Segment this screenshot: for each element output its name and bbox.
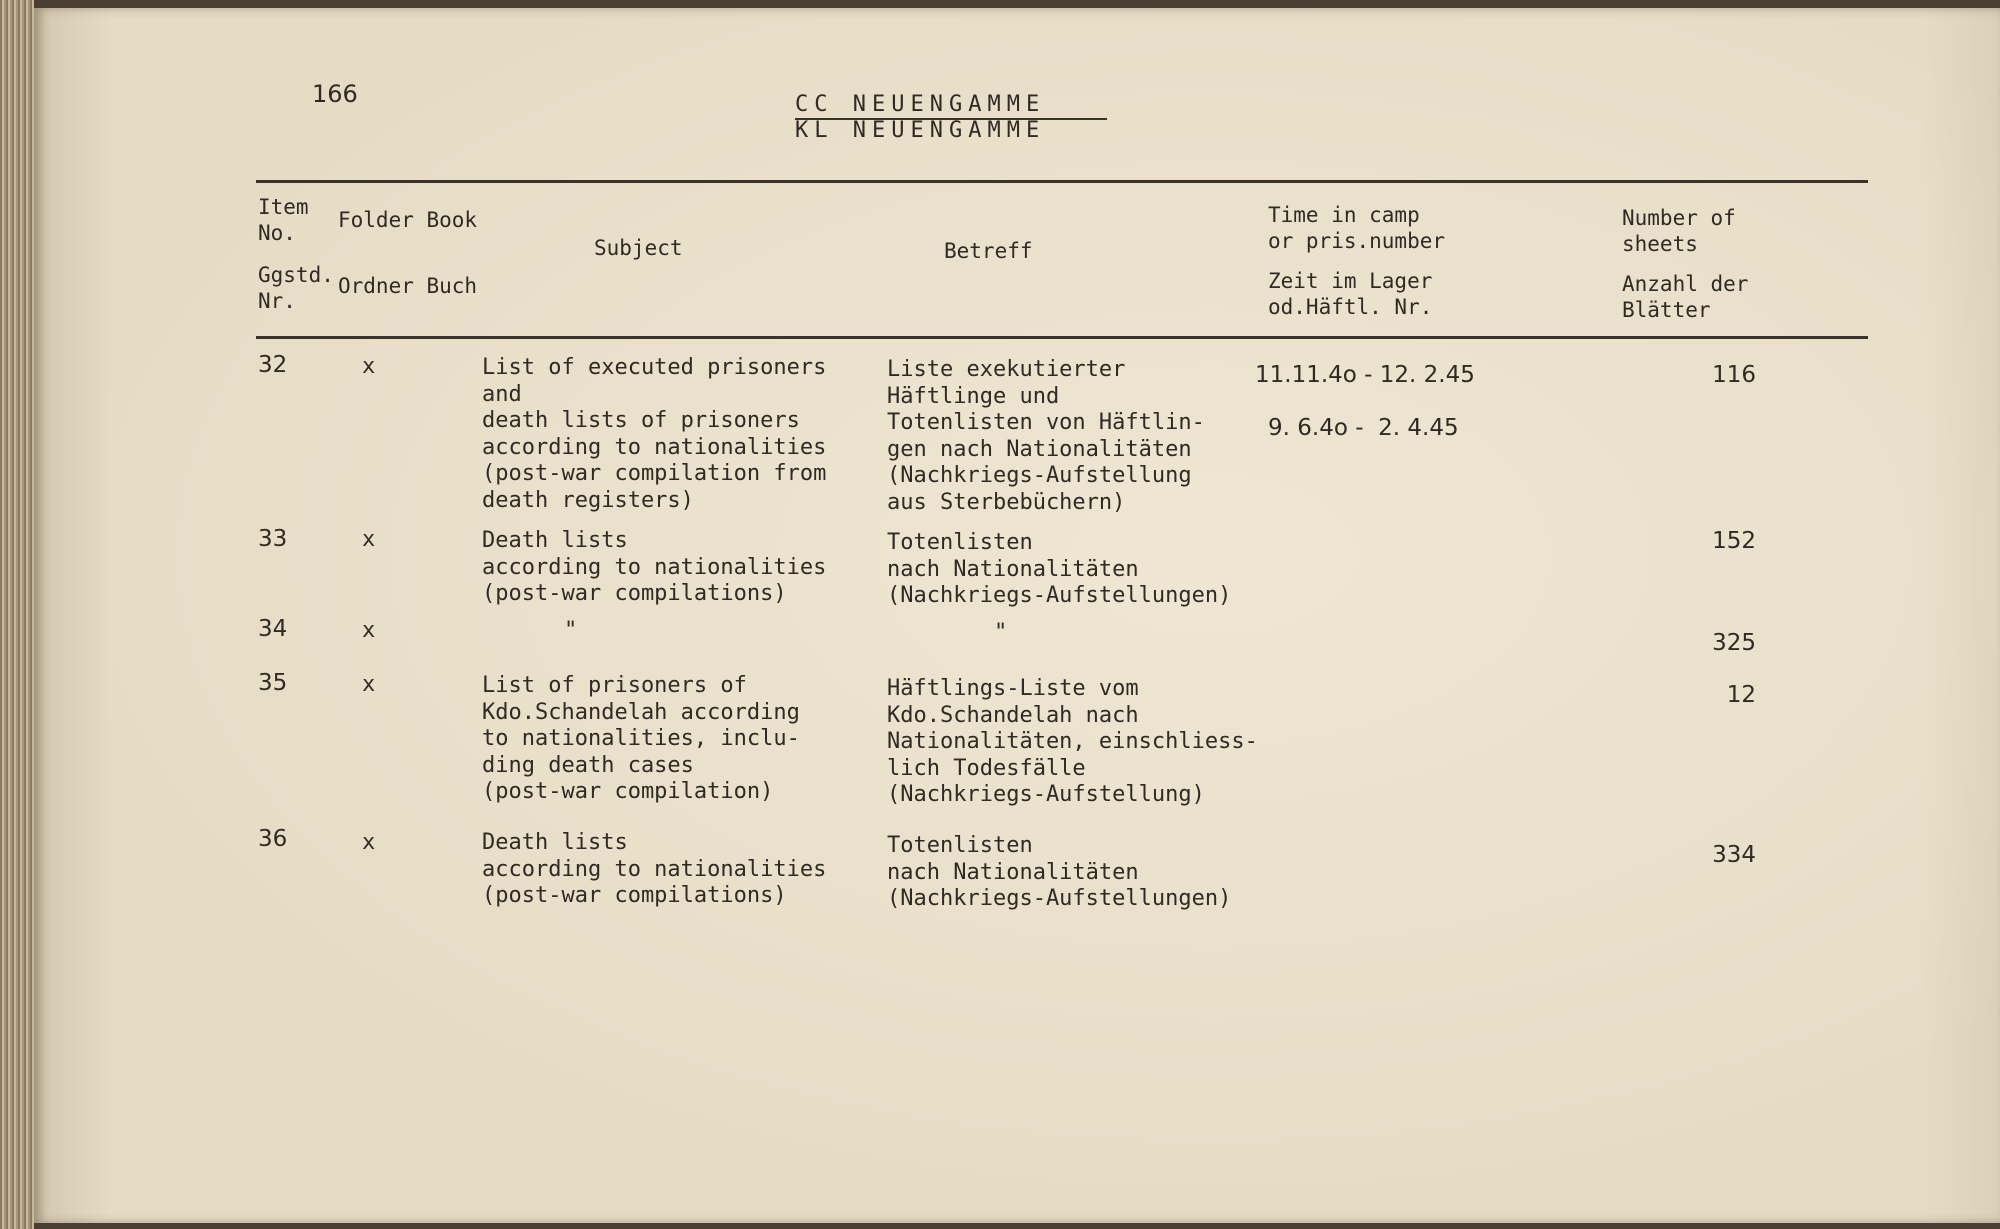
header-sheets-german: Anzahl der Blätter — [1622, 272, 1749, 322]
row-36-subject: Death lists according to nationalities (post-war compilations) — [482, 830, 827, 908]
header-item-no: Item No. — [258, 195, 309, 245]
header-subject: Subject — [594, 236, 683, 260]
row-32-sheets: 116 — [1712, 362, 1756, 388]
row-36-item: 36 — [258, 826, 288, 852]
row-34-betreff-ditto: " — [994, 620, 1008, 645]
book-spine-edge — [0, 0, 34, 1229]
row-32-time-range-2: 9. 6.4o - 2. 4.45 — [1268, 415, 1459, 441]
row-33-subject: Death lists according to nationalities (post-war compilations) — [482, 528, 827, 606]
title-english: CC NEUENGAMME — [795, 92, 1046, 117]
row-35-item: 35 — [258, 670, 288, 696]
title-german: KL NEUENGAMME — [795, 118, 1046, 143]
row-35-betreff: Häftlings-Liste vom Kdo.Schandelah nach Nationalitäten, einschliess- lich Todesfälle (Nachkriegs-Aufstellung) — [887, 676, 1258, 807]
header-ordner-buch: Ordner Buch — [338, 274, 478, 298]
document-page — [34, 8, 2000, 1223]
row-33-item: 33 — [258, 526, 288, 552]
header-betreff: Betreff — [944, 239, 1033, 263]
row-36-sheets: 334 — [1712, 842, 1756, 868]
row-33-betreff: Totenlisten nach Nationalitäten (Nachkriegs-Aufstellungen) — [887, 530, 1232, 608]
row-32-betreff: Liste exekutierter Häftlinge und Totenlisten von Häftlin- gen nach Nationalitäten (Nachkriegs-Aufstellung aus Sterbebüchern) — [887, 357, 1205, 515]
page-number: 166 — [312, 80, 358, 108]
row-32-item: 32 — [258, 352, 288, 378]
row-32-folder: x — [362, 354, 376, 379]
header-sheets-english: Number of sheets — [1622, 206, 1736, 256]
header-time-german: Zeit im Lager od.Häftl. Nr. — [1268, 269, 1433, 319]
row-36-folder: x — [362, 830, 376, 855]
header-top-rule — [256, 180, 1868, 183]
row-34-sheets: 325 — [1712, 630, 1756, 656]
row-34-folder: x — [362, 618, 376, 643]
header-folder-book: Folder Book — [338, 208, 478, 232]
row-36-betreff: Totenlisten nach Nationalitäten (Nachkriegs-Aufstellungen) — [887, 833, 1232, 911]
row-32-time-range-1: 11.11.4o - 12. 2.45 — [1255, 362, 1475, 388]
header-time-english: Time in camp or pris.number — [1268, 203, 1446, 253]
header-bottom-rule — [256, 336, 1868, 339]
row-35-subject: List of prisoners of Kdo.Schandelah according to nationalities, inclu- ding death cases (post-war compilation) — [482, 673, 800, 804]
row-34-item: 34 — [258, 616, 288, 642]
row-35-sheets: 12 — [1726, 682, 1756, 708]
row-33-sheets: 152 — [1712, 528, 1756, 554]
row-35-folder: x — [362, 672, 376, 697]
row-34-subject-ditto: " — [564, 618, 578, 643]
row-32-subject: List of executed prisoners and death lists of prisoners according to nationalities (post-war compilation from death registers) — [482, 355, 827, 513]
row-33-folder: x — [362, 527, 376, 552]
header-ggstd-nr: Ggstd. Nr. — [258, 263, 334, 313]
